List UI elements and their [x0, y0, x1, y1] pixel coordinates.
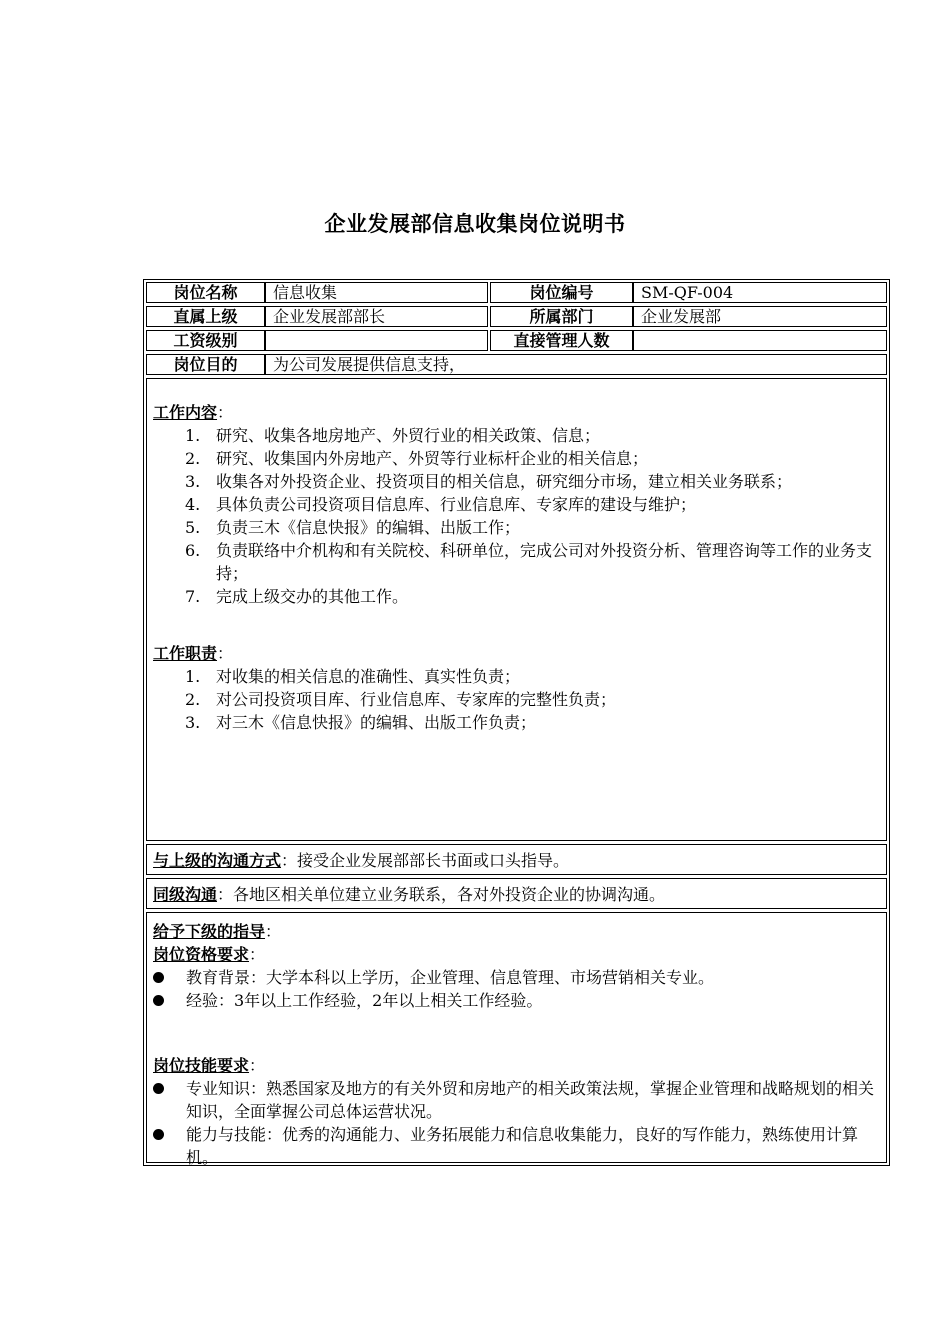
item-number: 6. [185, 541, 201, 560]
job-purpose-label: 岗位目的 [173, 355, 238, 374]
work-content-item [153, 470, 883, 493]
duties-heading: 工作职责 [153, 644, 218, 663]
cell-border [265, 330, 488, 351]
guidance-heading: 给予下级的指导 [153, 922, 266, 941]
item-number: 5. [185, 518, 201, 537]
job-code-label: 岗位编号 [529, 283, 594, 302]
item-number: 4. [185, 495, 201, 514]
item-text: 教育背景：大学本科以上学历，企业管理、信息管理、市场营销相关专业。 [186, 968, 715, 987]
item-text: 经验：3年以上工作经验，2年以上相关工作经验。 [186, 991, 543, 1010]
duties-list [153, 665, 883, 734]
job-title-label: 岗位名称 [173, 283, 238, 302]
work-content-item [153, 516, 883, 539]
item-text: 对公司投资项目库、行业信息库、专家库的完整性负责； [216, 690, 617, 709]
qualification-item [153, 966, 883, 989]
skill-item [153, 1123, 883, 1169]
superior-communication-label: 与上级的沟通方式 [153, 851, 282, 870]
item-text: 对三木《信息快报》的编辑、出版工作负责； [216, 713, 537, 732]
work-content-list [153, 424, 883, 608]
superior-communication [153, 849, 883, 872]
item-text: 能力与技能：优秀的沟通能力、业务拓展能力和信息收集能力，良好的写作能力，熟练使用计算机。 [186, 1125, 859, 1167]
skills-heading: 岗位技能要求 [153, 1056, 250, 1075]
item-text: 负责联络中介机构和有关院校、科研单位，完成公司对外投资分析、管理咨询等工作的业务支持； [216, 541, 873, 583]
bullet-icon [153, 1083, 164, 1094]
item-text: 研究、收集国内外房地产、外贸等行业标杆企业的相关信息； [216, 449, 649, 468]
work-content-item [153, 539, 883, 585]
bullet-icon [153, 1129, 164, 1140]
item-number: 1. [185, 426, 201, 445]
peer-communication-text: ：各地区相关单位建立业务联系，各对外投资企业的协调沟通。 [217, 885, 666, 904]
department-value: 企业发展部 [641, 307, 722, 326]
job-code-value: SM-QF-004 [641, 283, 734, 302]
item-text: 收集各对外投资企业、投资项目的相关信息，研究细分市场，建立相关业务联系； [216, 472, 793, 491]
supervisor-label: 直属上级 [173, 307, 238, 326]
item-number: 2. [185, 449, 201, 468]
cell-border [633, 330, 887, 351]
department-label: 所属部门 [529, 307, 594, 326]
work-content-item [153, 424, 883, 447]
job-purpose-value: 为公司发展提供信息支持， [273, 355, 466, 374]
item-number: 3. [185, 713, 201, 732]
superior-communication-text: ：接受企业发展部部长书面或口头指导。 [281, 851, 570, 870]
item-number: 3. [185, 472, 201, 491]
direct-reports-label: 直接管理人数 [513, 331, 610, 350]
guidance-qualifications-section: 给予下级的指导： 岗位资格要求： 教育背景：大学本科以上学历，企业管理、信息管理、市场营销相关专业。 经验：3年以上工作经验，2年以上相关工作经验。 [153, 920, 883, 1012]
work-content-section: 工作内容： 1. 研究、收集各地房地产、外贸行业的相关政策、信息； 2. 研究、收集国内外房地产、外贸等行业标杆企业的相关信息； 3. 收集各对外投资企业、投资项目的相关信息，研究细分市场，建立相关业务联系； 4. 具体负责公司投资项目信息库、行业信息库、专家库的建设与维护； 5. 负责三木《信息快报》的编辑、出版工作； 6. 负责联络中介机构和有关院校、科研单位，完成公司对外投资分析、管理咨询等工作的业务支持； 7. 完成上级交办的其他工作。 [153, 401, 883, 608]
peer-communication-label: 同级沟通 [153, 885, 218, 904]
item-text: 负责三木《信息快报》的编辑、出版工作； [216, 518, 521, 537]
item-text: 专业知识：熟悉国家及地方的有关外贸和房地产的相关政策法规，掌握企业管理和战略规划的相关知识，全面掌握公司总体运营状况。 [186, 1079, 875, 1121]
skill-item [153, 1077, 883, 1123]
item-text: 研究、收集各地房地产、外贸行业的相关政策、信息； [216, 426, 601, 445]
document-title: 企业发展部信息收集岗位说明书 [324, 212, 626, 236]
skills-section: 岗位技能要求： 专业知识：熟悉国家及地方的有关外贸和房地产的相关政策法规，掌握企业管理和战略规划的相关知识，全面掌握公司总体运营状况。 能力与技能：优秀的沟通能力、业务拓展能力和信息收集能力，良好的写作能力，熟练使用计算机。 [153, 1054, 883, 1169]
work-content-item [153, 493, 883, 516]
item-number: 7. [185, 587, 201, 606]
duty-item [153, 688, 883, 711]
item-number: 2. [185, 690, 201, 709]
qualifications-heading: 岗位资格要求 [153, 945, 250, 964]
duty-item [153, 711, 883, 734]
work-content-item [153, 447, 883, 470]
bullet-icon [153, 995, 164, 1006]
work-content-item [153, 585, 883, 608]
work-content-heading: 工作内容 [153, 403, 218, 422]
qualifications-list [153, 966, 883, 1012]
item-number: 1. [185, 667, 201, 686]
job-title-value: 信息收集 [273, 283, 338, 302]
duty-item [153, 665, 883, 688]
item-text: 具体负责公司投资项目信息库、行业信息库、专家库的建设与维护； [216, 495, 697, 514]
item-text: 完成上级交办的其他工作。 [216, 587, 409, 606]
qualification-item [153, 989, 883, 1012]
peer-communication [153, 883, 883, 906]
supervisor-value: 企业发展部部长 [273, 307, 386, 326]
item-text: 对收集的相关信息的准确性、真实性负责； [216, 667, 521, 686]
duties-section: 工作职责： 1. 对收集的相关信息的准确性、真实性负责； 2. 对公司投资项目库、行业信息库、专家库的完整性负责； 3. 对三木《信息快报》的编辑、出版工作负责； [153, 642, 883, 734]
bullet-icon [153, 972, 164, 983]
salary-grade-label: 工资级别 [173, 331, 238, 350]
skills-list [153, 1077, 883, 1169]
